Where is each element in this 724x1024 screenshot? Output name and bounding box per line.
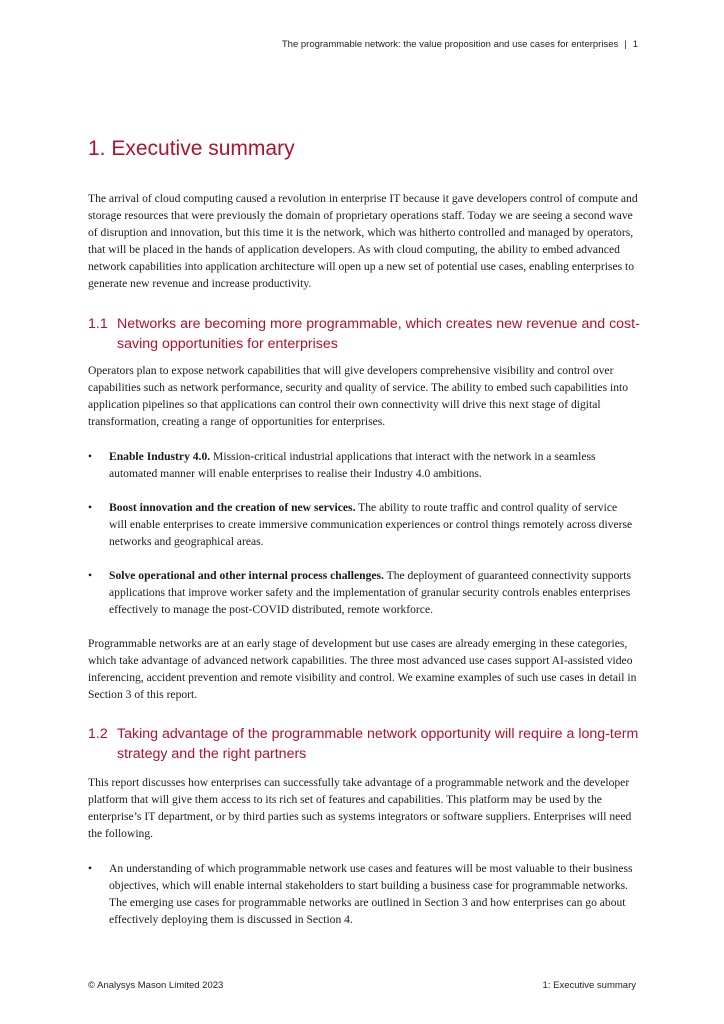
section-title: 1. Executive summary: [88, 137, 295, 160]
bullet-item: [88, 448, 638, 482]
subsection-number: 1.2: [88, 726, 108, 742]
bullet-text: Mission-critical industrial applications that interact with the network in a seamless automated manner will enable enterprises to realise their Industry 4.0 ambitions.: [109, 450, 596, 481]
bullet-text: An understanding of which programmable network use cases and features will be most valuable to their business objectives, which will enable internal stakeholders to start building a business case for programmable networks. The emerging use cases for programmable networks are outlined in Section 3 and how enterprises can go about effectively deploying them is discussed in Section 4.: [109, 862, 633, 927]
subsection-heading-1-1: [88, 314, 640, 354]
bullet-dot: •: [88, 862, 93, 875]
footer-copyright: © Analysys Mason Limited 2023: [88, 980, 224, 991]
bullet-lead: Enable Industry 4.0.: [109, 450, 211, 463]
body-paragraph: Operators plan to expose network capabilities that will give developers comprehensive visibility and control over capabilities such as network performance, security and quality of service. The ability to embed such capabilities into application pipelines so that applications can control their own connectivity will drive this next stage of digital transformation, creating a range of opportunities for enterprises.: [88, 364, 629, 429]
bullet-text: The deployment of guaranteed connectivity supports applications that improve worker safety and the implementation of granular security controls enables enterprises effectively to manage the post-COVID distributed, remote workforce.: [109, 569, 631, 617]
bullet-item: [88, 499, 638, 550]
header-separator: |: [624, 39, 627, 50]
body-paragraph: This report discusses how enterprises can successfully take advantage of a programmable network and the developer platform that will give them access to its rich set of features and capabilities. This platform may be used by the enterprise’s IT department, or by third parties such as systems integrators or software suppliers. Enterprises will need the following.: [88, 776, 632, 841]
subsection-title: Networks are becoming more programmable, which creates new revenue and cost-saving opportunities for enterprises: [117, 316, 640, 352]
page-number: 1: [632, 39, 638, 50]
footer-section-label: 1: Executive summary: [542, 980, 636, 991]
running-header: [282, 39, 638, 50]
bullet-item: [88, 860, 638, 928]
subsection-title: Taking advantage of the programmable network opportunity will require a long-term strategy and the right partners: [117, 726, 639, 762]
bullet-text: The ability to route traffic and control quality of service will enable enterprises to create immersive communication experiences or control things remotely across diverse networks and geographical areas.: [109, 501, 633, 549]
header-title: The programmable network: the value proposition and use cases for enterprises: [281, 39, 619, 50]
bullet-dot: •: [88, 501, 93, 514]
subsection-heading-1-2: [88, 724, 640, 764]
bullet-dot: •: [88, 450, 93, 463]
bullet-dot: •: [88, 569, 93, 582]
intro-paragraph: The arrival of cloud computing caused a revolution in enterprise IT because it gave developers control of compute and storage resources that were previously the domain of proprietary operations staff. Today we are seeing a second wave of disruption and innovation, but this time it is the network, which was hitherto controlled and managed by operators, that will be placed in the hands of application developers. As with cloud computing, the ability to embed advanced network capabilities into application architecture will open up a new set of potential use cases, enabling enterprises to generate new revenue and increase productivity.: [88, 192, 638, 291]
subsection-number: 1.1: [88, 316, 108, 332]
bullet-lead: Boost innovation and the creation of new services.: [109, 501, 356, 514]
body-paragraph: Programmable networks are at an early stage of development but use cases are already emerging in these categories, which take advantage of advanced network capabilities. The three most advanced use cases support AI-assisted video inferencing, accident prevention and remote visibility and control. We examine examples of such use cases in detail in Section 3 of this report.: [88, 637, 637, 702]
bullet-lead: Solve operational and other internal process challenges.: [109, 569, 384, 582]
bullet-item: [88, 567, 638, 618]
